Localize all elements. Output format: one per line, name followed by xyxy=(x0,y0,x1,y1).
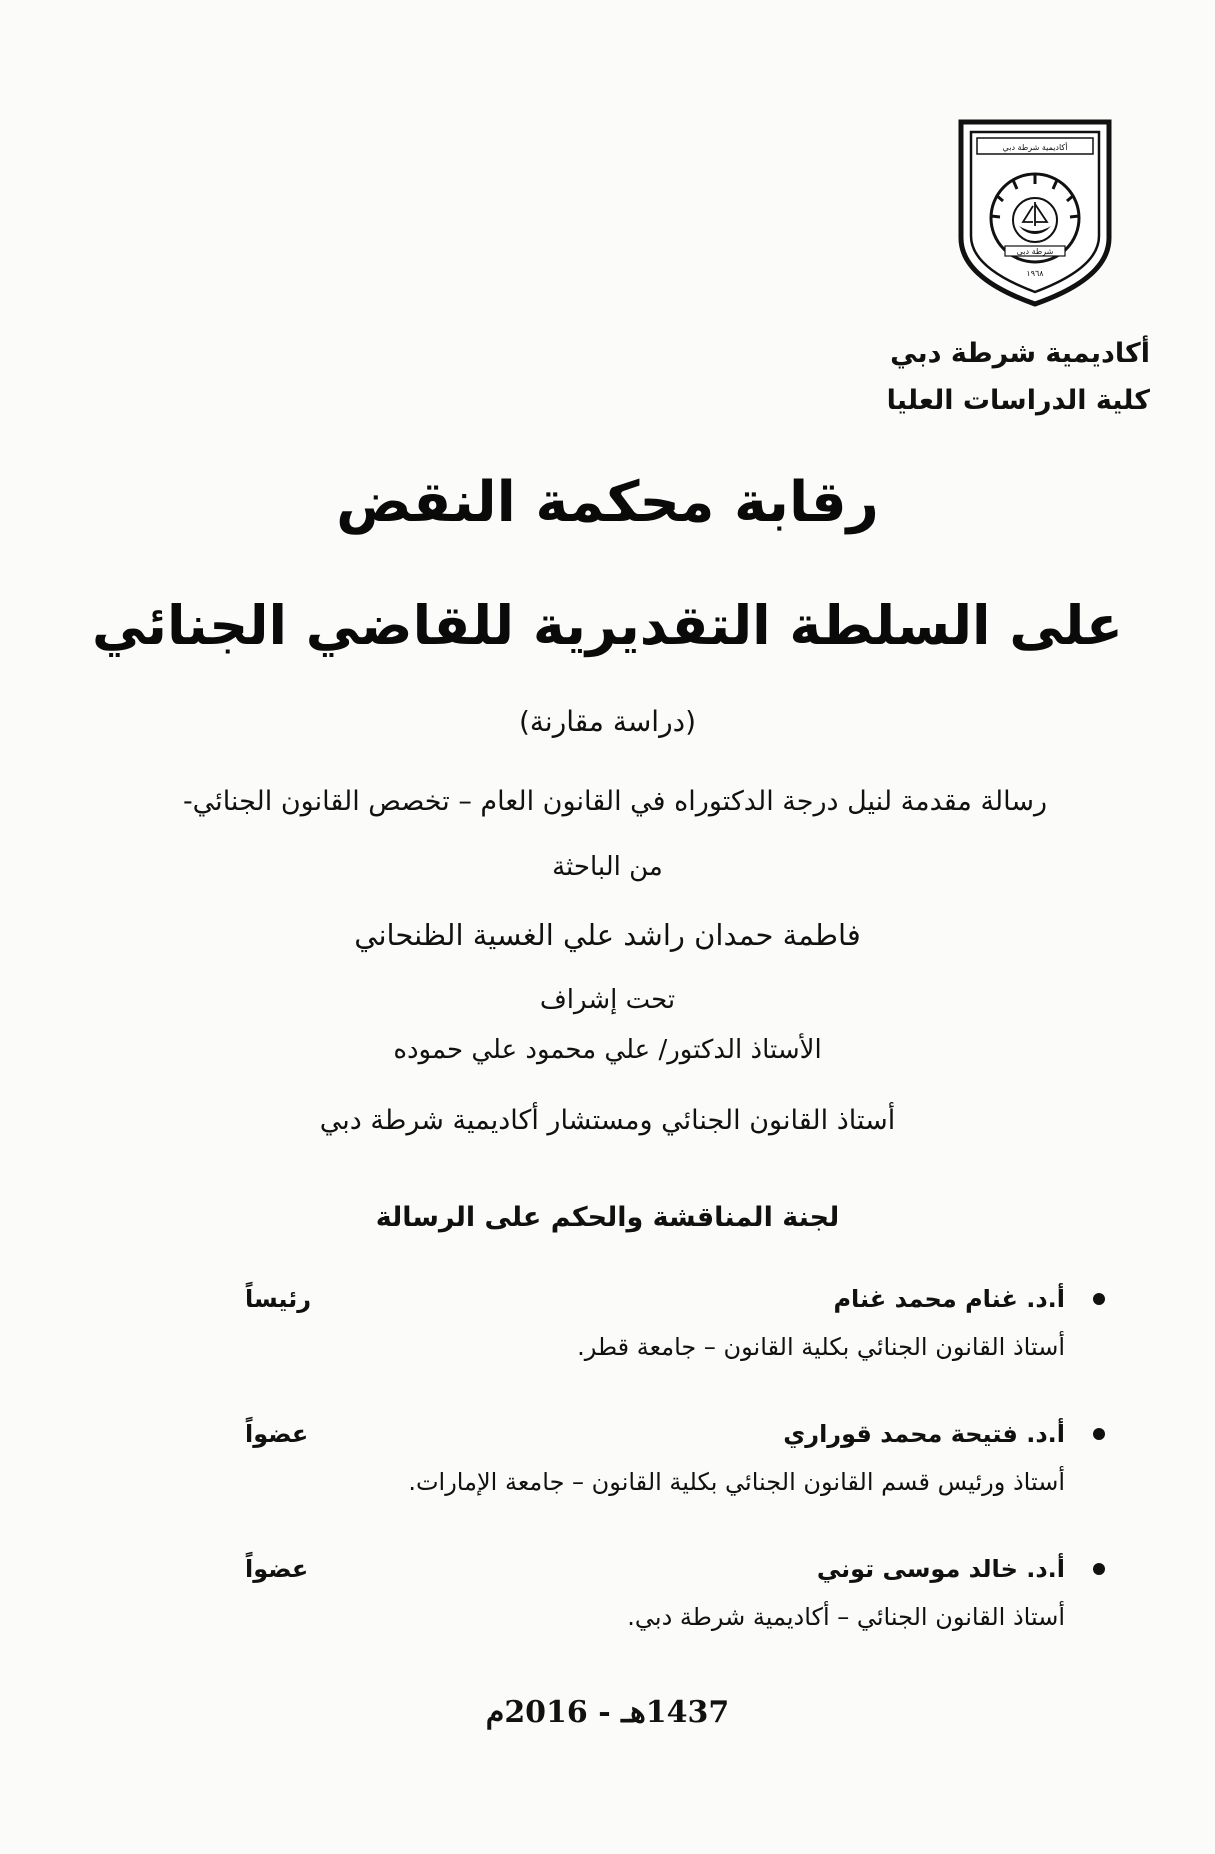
dubai-police-academy-logo xyxy=(955,118,1115,308)
thesis-title-line2: على السلطة التقديرية للقاضي الجنائي xyxy=(92,594,1123,657)
supervisor-name: الأستاذ الدكتور/ علي محمود علي حموده xyxy=(393,1035,822,1065)
bullet-icon xyxy=(1093,1293,1105,1305)
member-name: أ.د. خالد موسى توني xyxy=(816,1555,1065,1583)
institution-name: أكاديمية شرطة دبي xyxy=(890,338,1150,369)
bullet-icon xyxy=(1093,1428,1105,1440)
thesis-purpose: رسالة مقدمة لنيل درجة الدكتوراه في القانون العام – تخصص القانون الجنائي- xyxy=(182,786,1048,817)
logo-year-text: ١٩٦٨ xyxy=(1026,269,1044,278)
author-name: فاطمة حمدان راشد علي الغسية الظنحاني xyxy=(354,918,861,952)
committee-member xyxy=(225,1285,1105,1361)
supervision-label: تحت إشراف xyxy=(539,985,676,1015)
committee-heading: لجنة المناقشة والحكم على الرسالة xyxy=(375,1202,840,1233)
committee-member xyxy=(225,1555,1105,1631)
committee-member xyxy=(225,1420,1105,1496)
member-role: رئيساً xyxy=(245,1285,312,1313)
member-affiliation: أستاذ ورئيس قسم القانون الجنائي بكلية القانون – جامعة الإمارات. xyxy=(408,1468,1065,1496)
member-role: عضواً xyxy=(245,1420,309,1448)
thesis-title-line1: رقابة محكمة النقض xyxy=(336,470,879,535)
member-role: عضواً xyxy=(245,1555,309,1583)
thesis-date: 1437هـ - 2016م xyxy=(485,1695,730,1730)
author-label: من الباحثة xyxy=(552,852,663,882)
supervisor-title: أستاذ القانون الجنائي ومستشار أكاديمية شرطة دبي xyxy=(319,1105,896,1136)
member-affiliation: أستاذ القانون الجنائي بكلية القانون – جامعة قطر. xyxy=(577,1333,1065,1361)
bullet-icon xyxy=(1093,1563,1105,1575)
study-type: (دراسة مقارنة) xyxy=(518,705,696,738)
member-name: أ.د. فتيحة محمد قوراري xyxy=(783,1420,1065,1448)
logo-ring-text: أكاديمية شرطة دبي xyxy=(1002,143,1068,152)
logo-name-text: شرطة دبي xyxy=(1016,247,1054,256)
member-affiliation: أستاذ القانون الجنائي – أكاديمية شرطة دبي. xyxy=(627,1603,1065,1631)
member-name: أ.د. غنام محمد غنام xyxy=(833,1285,1065,1313)
college-name: كلية الدراسات العليا xyxy=(886,385,1150,416)
